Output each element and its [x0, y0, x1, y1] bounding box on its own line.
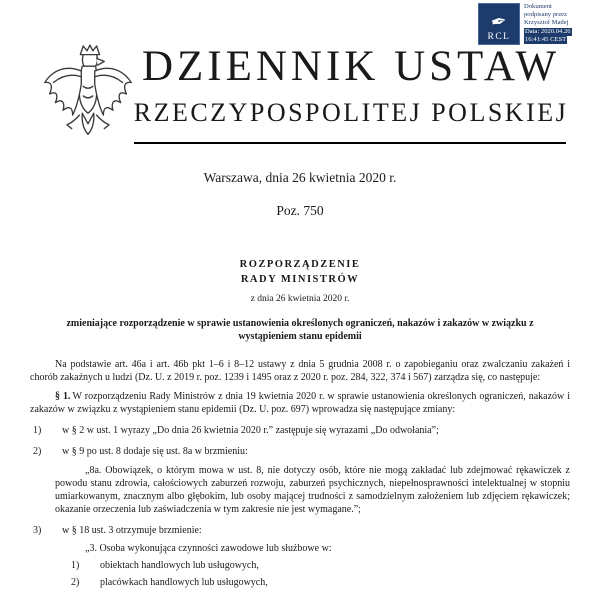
amendment-item-1	[30, 424, 570, 437]
signature-stamp	[478, 3, 598, 45]
sub-item-text: obiektach handlowych lub usługowych,	[100, 560, 259, 571]
item-text: w § 18 ust. 3 otrzymuje brzmienie:	[62, 525, 202, 536]
act-title: zmieniające rozporządzenie w sprawie ustanowienia określonych ograniczeń, nakazów i zakazów w związku z wystąpieniem stanu epidemii	[66, 318, 534, 342]
rcl-logo-text: RCL	[487, 32, 511, 42]
stamp-line: Dokument	[524, 3, 552, 10]
sub-item-1	[30, 559, 570, 572]
masthead-divider	[134, 142, 566, 144]
amendment-item-3-quote: „3. Osoba wykonująca czynności zawodowe lub służbowe w:	[85, 543, 332, 554]
paragraph-1-text: W rozporządzeniu Rady Ministrów z dnia 19 kwietnia 2020 r. w sprawie ustanowienia określonych ograniczeń, nakazów i zakazów w związku z wystąpieniem stanu epidemii (Dz. U. poz. 697) wprowadza się następujące zmiany:	[30, 391, 570, 415]
sub-item-text: placówkach handlowych lub usługowych,	[100, 577, 268, 588]
item-text: w § 9 po ust. 8 dodaje się ust. 8a w brzmieniu:	[62, 446, 248, 457]
item-number: 1)	[33, 425, 42, 436]
signature-stamp-text	[524, 3, 598, 44]
act-issuer: RADY MINISTRÓW	[240, 274, 360, 285]
act-type: ROZPORZĄDZENIE	[239, 259, 361, 270]
stamp-line: podpisany przez	[524, 11, 568, 19]
masthead	[133, 44, 569, 128]
paragraph-1	[30, 390, 570, 416]
sub-item-number: 1)	[71, 560, 80, 571]
place-and-date: Warszawa, dnia 26 kwietnia 2020 r.	[203, 170, 397, 185]
act-date: z dnia 26 kwietnia 2020 r.	[250, 294, 350, 304]
amendment-item-2-quote: „8a. Obowiązek, o którym mowa w ust. 8, nie dotyczy osób, które nie mogą zakładać lub zdejmować rękawiczek z powodu stanu zdrowia, całościowych zaburzeń rozwoju, zaburzeń psychicznych, niepełnosprawności intelektualnej w stopniu umiarkowanym, znacznym albo głębokim, lub osoby mającej trudności z samodzielnym założeniem lub zdjęciem rękawiczek; okazanie orzeczenia lub zaświadczenia w tym zakresie nie jest wymagane.”;	[55, 465, 570, 515]
stamp-line-highlighted: 16:41:45 CEST	[525, 35, 567, 43]
preamble-paragraph: Na podstawie art. 46a i art. 46b pkt 1–6 i 8–12 ustawy z dnia 5 grudnia 2008 r. o zapobieganiu oraz zwalczaniu zakażeń i chorób zakaźnych u ludzi (Dz. U. z 2019 r. poz. 1239 i 1495 oraz z 2020 r. poz. 284, 322, 374 i 567) zarządza się, co następuje:	[30, 359, 570, 383]
item-number: 3)	[33, 525, 42, 536]
rcl-logo	[478, 3, 520, 45]
stamp-line-highlighted: Data: 2020.04.26	[525, 27, 571, 35]
polish-eagle-emblem	[40, 42, 136, 151]
amendment-item-3	[30, 524, 570, 537]
sub-item-number: 2)	[71, 577, 80, 588]
amendment-item-2	[30, 445, 570, 458]
document-body	[30, 258, 570, 589]
item-number: 2)	[33, 446, 42, 457]
journal-title: DZIENNIK USTAW	[141, 43, 561, 90]
sub-item-2	[30, 576, 570, 589]
stamp-line: Krzysztof Madej	[524, 19, 569, 27]
item-text: w § 2 w ust. 1 wyrazy „Do dnia 26 kwietnia 2020 r.” zastępuje się wyrazami „Do odwołania”;	[62, 425, 439, 436]
paragraph-1-label: § 1.	[55, 391, 71, 402]
journal-subtitle: RZECZYPOSPOLITEJ POLSKIEJ	[133, 98, 569, 127]
quill-icon: ✒	[488, 9, 510, 35]
position-number: Poz. 750	[276, 203, 324, 218]
